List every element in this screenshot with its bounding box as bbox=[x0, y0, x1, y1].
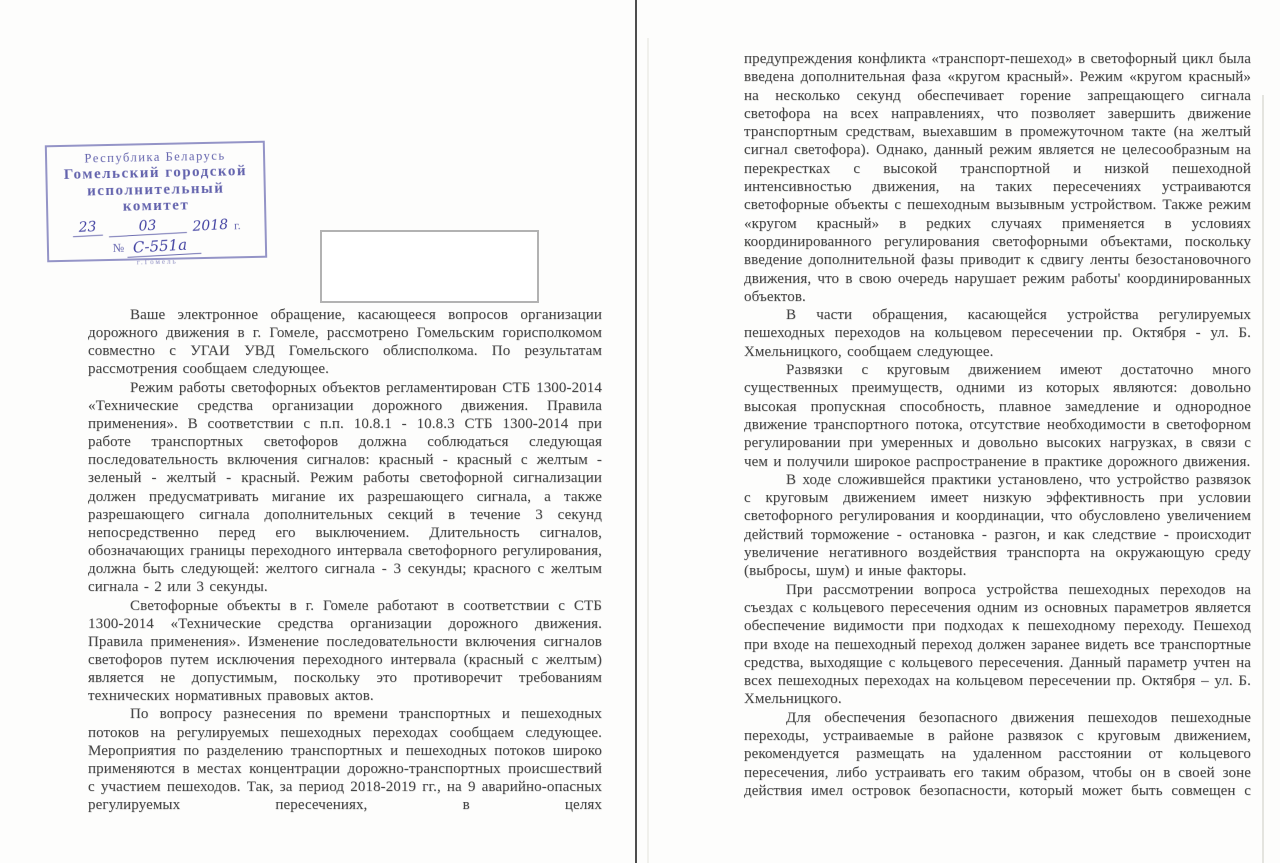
stamp-number-value: С-551а bbox=[127, 234, 202, 257]
stamp-number-row bbox=[49, 234, 265, 258]
page-edge-line bbox=[1262, 95, 1264, 863]
stamp-date-day: 23 bbox=[72, 218, 103, 237]
stamp-date-row bbox=[48, 215, 264, 237]
paragraph: Режим работы светофорных объектов регламентирован СТБ 1300-2014 «Технические средства организации дорожного движения. Правила применения». В соответствии с п.п. 10.8.1 - 10.8.3 СТБ 1300-2014 при работе транспортных светофоров должна соблюдаться следующая последовательность включения сигналов: красный - красный с желтым - зеленый - желтый - красный. Режим работы светофорной сигнализации должен предусматривать мигание их разрешающего сигнала, а также разрешающего сигнала дополнительных секций в течение 3 секунд непосредственно перед его выключением. Длительность сигналов, обозначающих границы переходного интервала светофорного регулирования, должна быть следующей: желтого сигнала - 3 секунды; красного с желтым сигнала - 2 или 3 секунды. bbox=[88, 379, 602, 596]
paragraph: Для обеспечения безопасного движения пешеходов пешеходные переходы, устраиваемые в районе развязок с круговым движением, рекомендуется размещать на удаленном расстоянии от кольцевого пересечения, либо устраивать его таким образом, чтобы он в своей зоне действия имел островок безопасности, который может быть совмещен с bbox=[744, 709, 1251, 799]
paragraph: При рассмотрении вопроса устройства пешеходных переходов на съездах с кольцевого пересечения одним из основных параметров является обеспечение видимости при подходах к пешеходному переходу. Пешеход при входе на пешеходный переход должен заранее видеть все транспортные средства, выходящие с кольцевого пересечения. Данный параметр учтен на всех пешеходных переходах на кольцевом пересечении пр. Октября – ул. Б. Хмельницкого. bbox=[744, 581, 1251, 708]
paragraph: По вопросу разнесения по времени транспортных и пешеходных потоков на регулируемых пешеходных переходах сообщаем следующее. Мероприятия по разделению транспортных и пешеходных потоков широко применяются в местах концентрации дорожно-транспортных происшествий с участием пешеходов. Так, за период 2018-2019 гг., на 9 аварийно-опасных регулируемых пересечениях, в целях bbox=[88, 706, 602, 814]
stamp-city-line: г.Гомель bbox=[136, 257, 178, 266]
page-1-text bbox=[88, 306, 602, 814]
page-divider-shadow bbox=[647, 38, 649, 863]
stamp-country-line: Республика Беларусь bbox=[84, 148, 226, 166]
page-2-text bbox=[744, 50, 1251, 800]
stamp-org-line-2: исполнительный bbox=[86, 180, 225, 199]
paragraph: Светофорные объекты в г. Гомеле работают в соответствии с СТБ 1300-2014 «Технические средства организации дорожного движения. Правила применения». Изменение последовательности включения сигналов светофоров путем исключения переходного интервала (красный с желтым) является не допустимым, поскольку это противоречит требованиям технических нормативных правовых актов. bbox=[88, 597, 602, 705]
stamp-date-month: 03 bbox=[108, 216, 187, 237]
stamp-org-line-3: комитет bbox=[122, 197, 190, 215]
stamp-number-label: № bbox=[112, 240, 125, 255]
page-divider-line bbox=[635, 0, 637, 863]
paragraph: предупреждения конфликта «транспорт-пешеход» в светофорный цикл была введена дополнительная фаза «кругом красный». Режим «кругом красный» на несколько секунд обеспечивает горение запрещающего сигнала светофора на всех направлениях, что позволяет завершить движение транспортным средствам, выехавшим в промежуточном такте (на желтый сигнал светофора). Однако, данный режим является не целесообразным на перекрестках с высокой транспортной и низкой пешеходной интенсивностью движения, на таких пересечениях устраиваются светофорные объекты с пешеходным вызывным устройством. Также режим «кругом красный» в редких случаях применяется в условиях координированного регулирования светофорными объектами, поскольку введение дополнительной фазы приводит к сдвигу ленты безостановочного движения, что в свою очередь нарушает режим работы' координированных объектов. bbox=[744, 51, 1251, 305]
paragraph: В ходе сложившейся практики установлено, что устройство развязок с круговым движением имеет низкую эффективность при условии светофорного регулирования и координации, что обусловлено увеличением действий торможение - остановка - разгон, и как следствие - происходит увеличение негативного воздействия транспорта на окружающую среду (выбросы, шум) и иные факторы. bbox=[744, 471, 1251, 580]
paragraph: Ваше электронное обращение, касающееся вопросов организации дорожного движения в г. Гомеле, рассмотрено Гомельским горисполкомом совместно с УГАИ УВД Гомельского облисполкома. По результатам рассмотрения сообщаем следующее. bbox=[88, 307, 602, 378]
stamp-org-line-1: Гомельский городской bbox=[63, 163, 248, 183]
stamp-date-suffix: г. bbox=[233, 217, 241, 232]
paragraph: В части обращения, касающейся устройства регулируемых пешеходных переходов на кольцевом пересечении пр. Октября - ул. Б. Хмельницкого, сообщаем следующее. bbox=[744, 307, 1251, 360]
paragraph: Развязки с круговым движением имеют достаточно много существенных преимуществ, одними из которых являются: довольно высокая пропускная способность, плавное замедление и однородное движение транспортного потока, отсутствие необходимости в светофорном регулировании при умеренных и довольно высоких нагрузках, в связи с чем и получили широкое распространение в практике дорожного движения. bbox=[744, 362, 1251, 470]
official-stamp bbox=[45, 141, 267, 266]
redacted-address-box bbox=[320, 230, 539, 303]
stamp-date-year: 2018 bbox=[191, 216, 229, 235]
